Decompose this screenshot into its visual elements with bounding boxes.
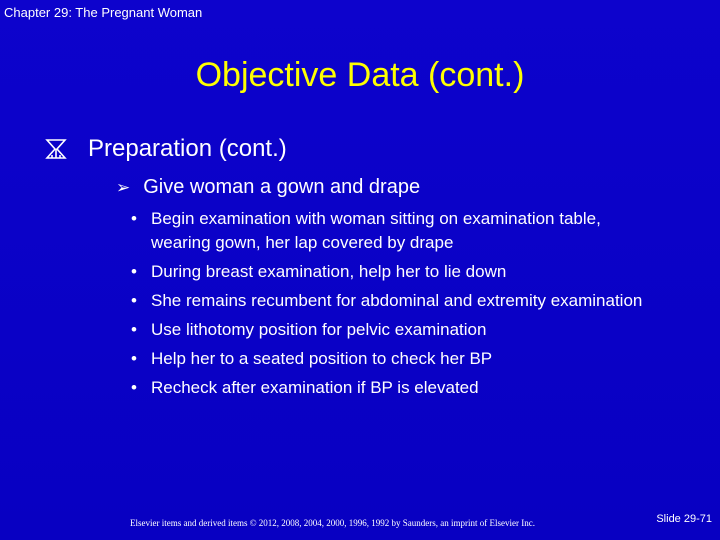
bullet-text: Recheck after examination if BP is elevated (151, 378, 479, 397)
level2-item (116, 176, 420, 199)
arrow-icon: ➢ (116, 177, 131, 197)
bullet-text: During breast examination, help her to lie down (151, 262, 507, 281)
bullet-text: Use lithotomy position for pelvic examination (151, 320, 487, 339)
bullet-dot-icon: • (131, 349, 137, 368)
list-item (131, 207, 651, 255)
level2-text: Give woman a gown and drape (143, 176, 421, 198)
list-item (131, 289, 651, 313)
bullet-text: Help her to a seated position to check her BP (151, 349, 493, 368)
list-item (131, 376, 651, 400)
level1-item (44, 135, 287, 163)
bullet-dot-icon: • (131, 378, 137, 397)
bullet-dot-icon: • (131, 320, 137, 339)
bullet-text: Begin examination with woman sitting on examination table, wearing gown, her lap covered by drape (151, 209, 601, 252)
hourglass-icon (44, 138, 68, 160)
bullet-dot-icon: • (131, 291, 137, 310)
chapter-header: Chapter 29: The Pregnant Woman (4, 5, 203, 20)
list-item (131, 318, 651, 342)
bullet-dot-icon: • (131, 209, 137, 228)
bullet-dot-icon: • (131, 262, 137, 281)
level1-text: Preparation (cont.) (88, 135, 287, 162)
list-item (131, 260, 651, 284)
slide-title: Objective Data (cont.) (195, 56, 525, 94)
bullet-text: She remains recumbent for abdominal and extremity examination (151, 291, 643, 310)
bullet-list (131, 207, 651, 405)
copyright-footer: Elsevier items and derived items © 2012, 2008, 2004, 2000, 1996, 1992 by Saunders, an imprint of Elsevier Inc. (130, 518, 536, 528)
list-item (131, 347, 651, 371)
slide-number: Slide 29-71 (656, 513, 712, 525)
